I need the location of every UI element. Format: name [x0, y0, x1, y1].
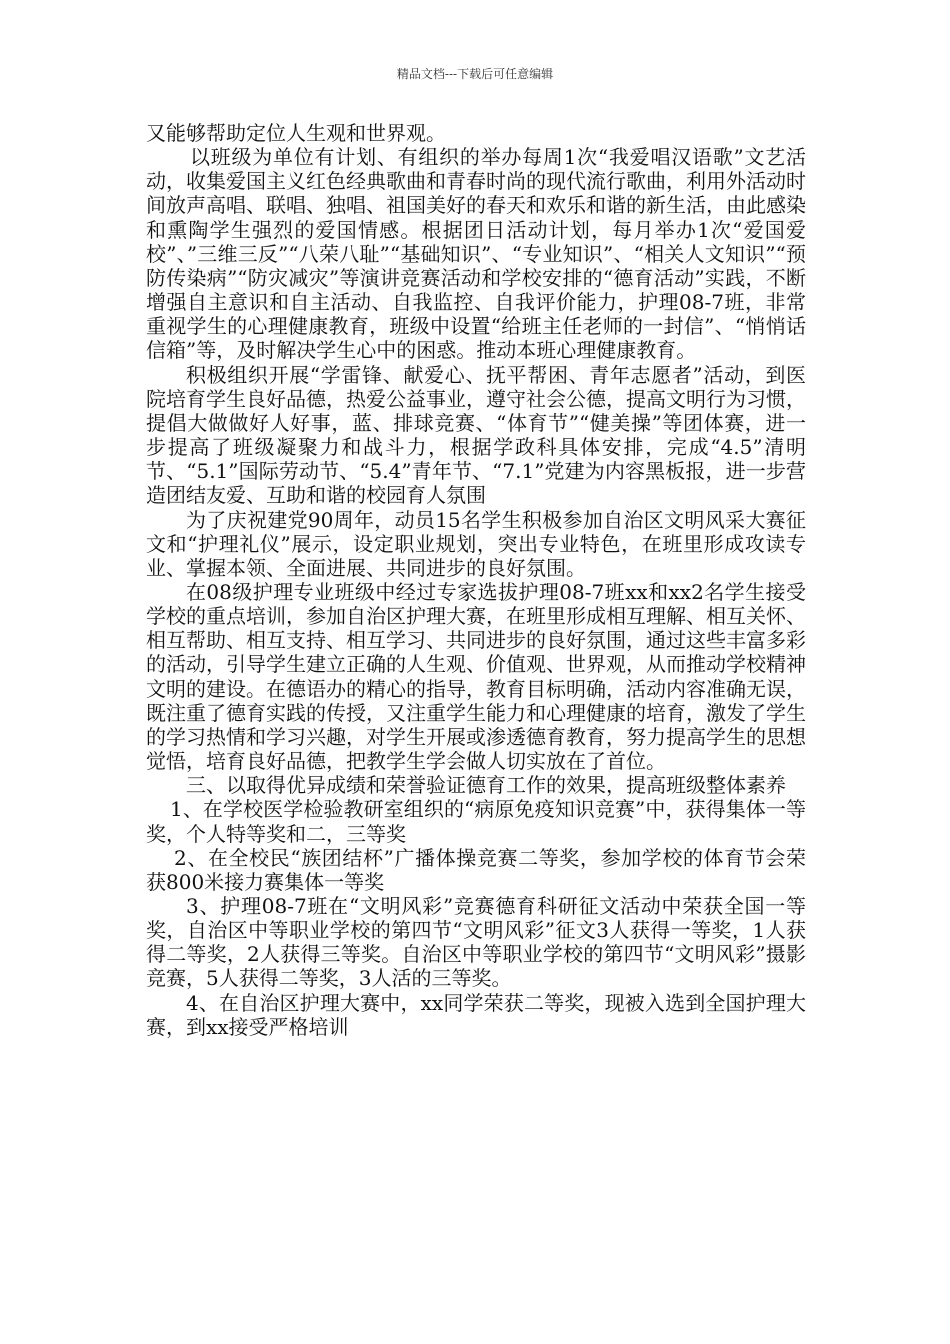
- paragraph-3: 积极组织开展“学雷锋、献爱心、抚平帮困、青年志愿者”活动，到医院培育学生良好品德，热爱公益事业，遵守社会公德，提高文明行为习惯，提倡大做做好人好事，蓝、排球竞赛、“体育节”“健美操”等团体赛，进一步提高了班级凝聚力和战斗力，根据学政科具体安排，完成“4.5”清明节、“5.1”国际劳动节、“5.4”青年节、“7.1”党建为内容黑板报，进一步营造团结友爱、互助和谐的校园育人氛围: [146, 362, 806, 508]
- section-heading-3: 三、以取得优异成绩和荣誉验证德育工作的效果，提高班级整体素养: [186, 773, 786, 798]
- paragraph-1: 又能够帮助定位人生观和世界观。: [146, 121, 446, 145]
- list-item-2: 2、在全校民“族团结杯”广播体操竞赛二等奖，参加学校的体育节会荣获800米接力赛集体一等奖: [146, 845, 806, 894]
- paragraph-4: 为了庆祝建党90周年，动员15名学生积极参加自治区文明风采大赛征文和“护理礼仪”展示，设定职业规划，突出专业特色，在班里形成攻读专业、掌握本领、全面进展、共同进步的良好氛围。: [146, 507, 806, 580]
- paragraph-2: 以班级为单位有计划、有组织的举办每周1次“我爱唱汉语歌”文艺活动，收集爱国主义红色经典歌曲和青春时尚的现代流行歌曲，利用外活动时间放声高唱、联唱、独唱、祖国美好的春天和欢乐和谐的新生活，由此感染和熏陶学生强烈的爱国情感。根据团日活动计划，每月举办1次“爱国爱校”、”三维三反”“八荣八耻”“基础知识”、“专业知识”、“相关人文知识”“预防传染病”“防灾减灾”等演讲竞赛活动和学校安排的“德育活动”实践，不断增强自主意识和自主活动、自我监控、自我评价能力，护理08-7班，非常重视学生的心理健康教育，班级中设置“给班主任老师的一封信”、“悄悄话信箱”等，及时解决学生心中的困惑。推动本班心理健康教育。: [146, 145, 806, 363]
- page-header: 精品文档---下载后可任意编辑: [396, 67, 554, 81]
- list-item-1: 1、在学校医学检验教研室组织的“病原免疫知识竞赛”中，获得集体一等奖，个人特等奖和二，三等奖: [146, 797, 806, 846]
- list-item-4: 4、在自治区护理大赛中，xx同学荣获二等奖，现被入选到全国护理大赛，到xx接受严格培训: [146, 990, 806, 1039]
- paragraph-5: 在08级护理专业班级中经过专家选拔护理08-7班xx和xx2名学生接受学校的重点培训，参加自治区护理大赛，在班里形成相互理解、相互关怀、相互帮助、相互支持、相互学习、共同进步的良好氛围，通过这些丰富多彩的活动，引导学生建立正确的人生观、价值观、世界观，从而推动学校精神文明的建设。在德语办的精心的指导，教育目标明确，活动内容准确无误，既注重了德育实践的传授，又注重学生能力和心理健康的培育，激发了学生的学习热情和学习兴趣，对学生开展或渗透德育教育，努力提高学生的思想觉悟，培育良好品德，把教学生学会做人切实放在了首位。: [146, 579, 806, 774]
- list-item-3: 3、护理08-7班在“文明风彩”竞赛德育科研征文活动中荣获全国一等奖，自治区中等职业学校的第四节“文明风彩”征文3人获得一等奖，1人获得二等奖，2人获得三等奖。自治区中等职业学校的第四节“文明风彩”摄影竞赛，5人获得二等奖，3人活的三等奖。: [146, 894, 806, 991]
- document-body: [146, 121, 806, 1039]
